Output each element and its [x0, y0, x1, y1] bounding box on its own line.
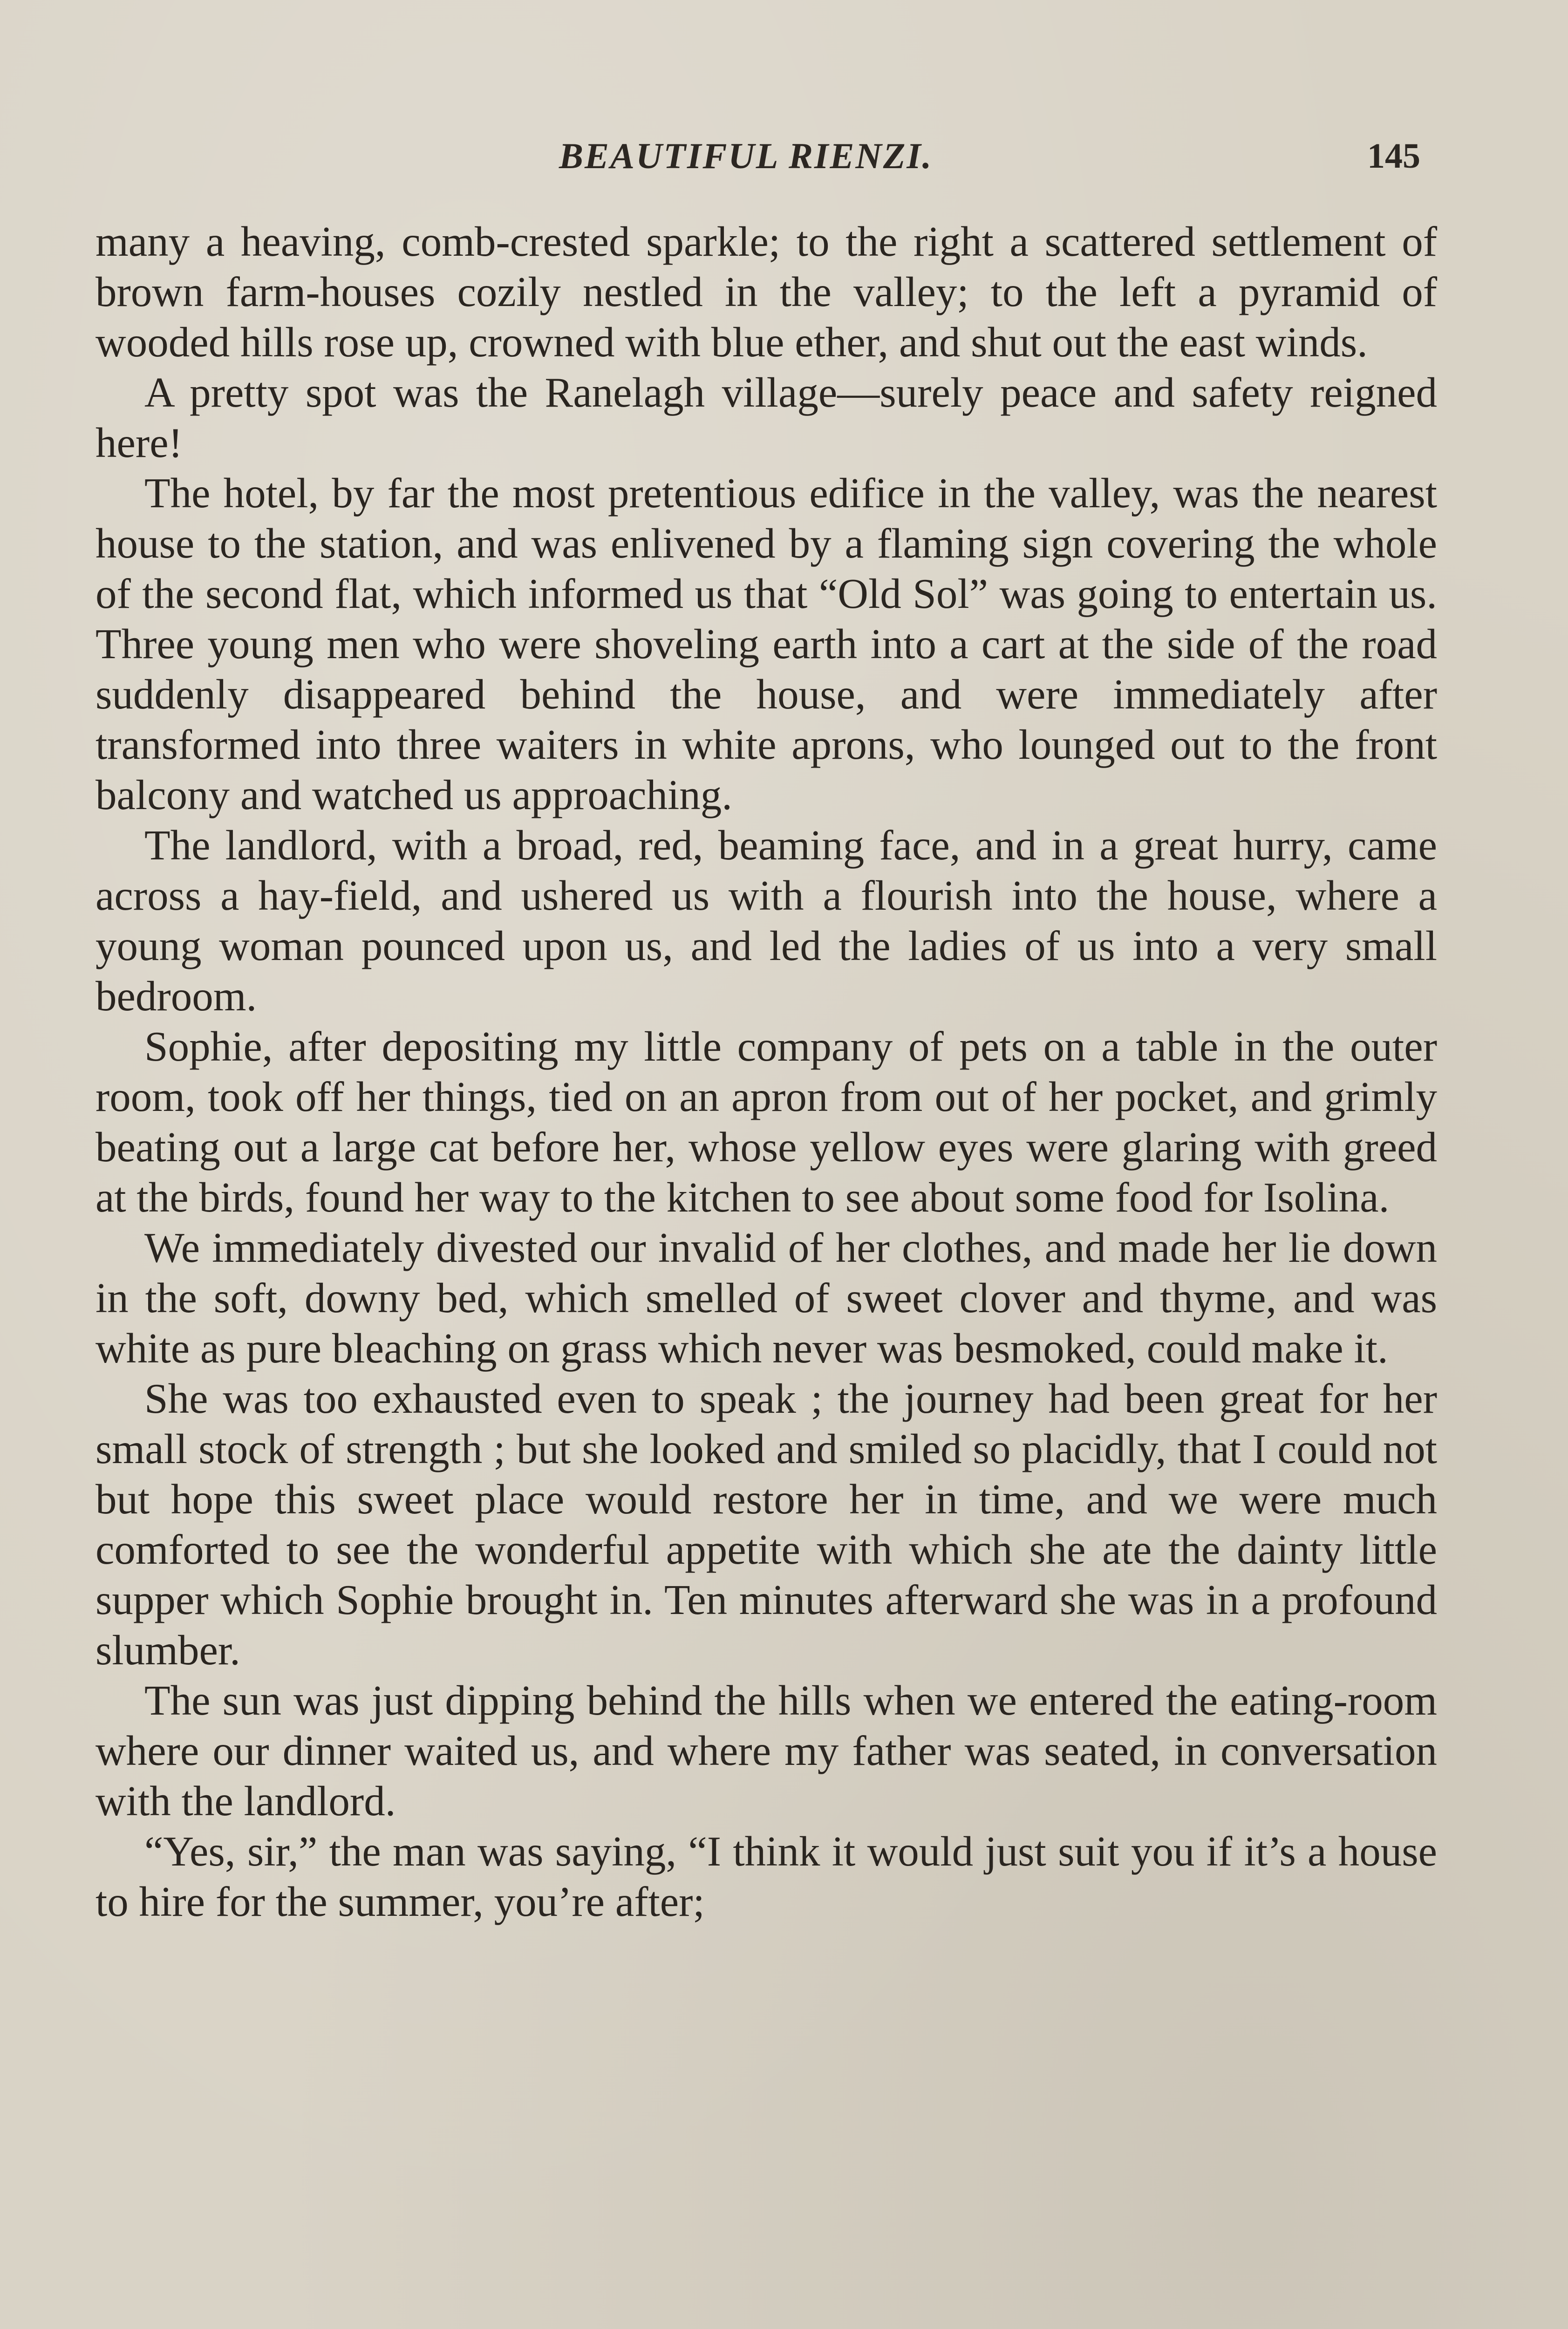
paragraph: Sophie, after depositing my little company of pets on a table in the outer room, took off her things, tied on an apron from out of her pocket, and grimly beating out a large cat before her, whose yellow eyes were glaring with greed at the birds, found her way to the kitchen to see about some food for Isolina. — [95, 1023, 1437, 1221]
paragraph: The landlord, with a broad, red, beaming face, and in a great hurry, came across a hay-field, and ushered us with a flourish into the house, where a young woman pounced upon us, and led the ladies of us into a very small bedroom. — [95, 822, 1437, 1020]
paragraph: A pretty spot was the Ranelagh village—surely peace and safety reigned here! — [95, 369, 1437, 466]
paragraph: “Yes, sir,” the man was saying, “I think it would just suit you if it’s a house to hire for the summer, you’re after; — [95, 1828, 1437, 1925]
paragraph: She was too exhausted even to speak ; the journey had been great for her small stock of strength ; but she looked and smiled so placidly, that I could not but hope this sweet place would restore her in time, and we were much comforted to see the wonderful appetite with which she ate the dainty little supper which Sophie brought in. Ten minutes afterward she was in a profound slumber. — [95, 1375, 1437, 1674]
paragraph: many a heaving, comb-crested sparkle; to the right a scattered settlement of brown farm-houses cozily nestled in the valley; to the left a pyramid of wooded hills rose up, crowned with blue ether, and shut out the east winds. — [95, 218, 1437, 366]
body-text — [95, 217, 1437, 1927]
running-title: BEAUTIFUL RIENZI. — [559, 136, 933, 176]
paragraph: The hotel, by far the most pretentious edifice in the valley, was the nearest house to the station, and was enlivened by a flaming sign covering the whole of the second flat, which informed us that “Old Sol” was going to entertain us. Three young men who were shoveling earth into a cart at the side of the road suddenly disappeared behind the house, and were immediately after transformed into three waiters in white aprons, who lounged out to the front balcony and watched us approaching. — [95, 470, 1437, 818]
paragraph: The sun was just dipping behind the hills when we entered the eating-room where our dinner waited us, and where my father was seated, in conversation with the landlord. — [95, 1677, 1437, 1825]
page-number: 145 — [1367, 136, 1420, 176]
paragraph: We immediately divested our invalid of her clothes, and made her lie down in the soft, downy bed, which smelled of sweet clover and thyme, and was white as pure bleaching on grass which never was besmoked, could make it. — [95, 1224, 1437, 1372]
